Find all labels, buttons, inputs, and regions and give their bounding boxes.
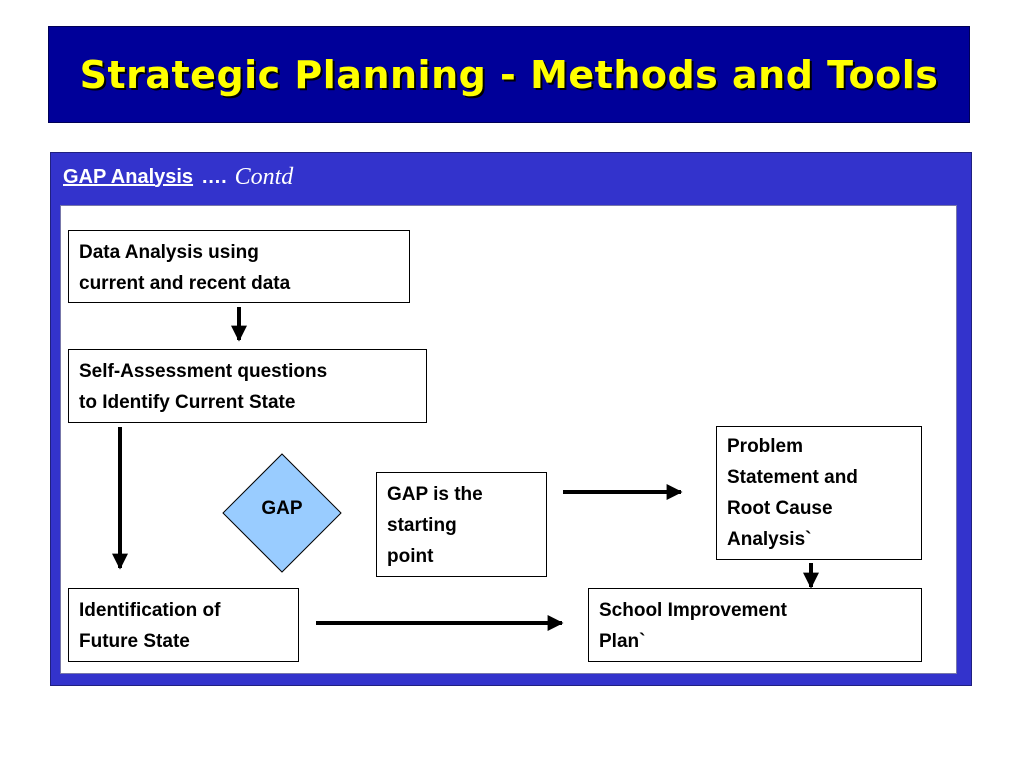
problem-statement-line-3: Root Cause [727, 498, 833, 519]
problem-statement-line-1: Problem [727, 436, 804, 457]
gap-start-line-1: GAP is the [387, 484, 483, 505]
gap-start-box [376, 472, 547, 577]
future-state-line-2: Future State [79, 631, 190, 652]
future-state-box [68, 588, 299, 662]
problem-statement-line-4: Analysis` [727, 529, 812, 550]
subtitle-ellipsis: …. [201, 165, 227, 188]
gap-start-line-3: point [387, 546, 434, 567]
school-plan-line-1: School Improvement [599, 600, 787, 621]
gap-analysis-link[interactable]: GAP Analysis [63, 165, 194, 188]
self-assessment-line-1: Self-Assessment questions [79, 361, 328, 382]
self-assessment-line-2: to Identify Current State [79, 392, 296, 413]
school-plan-box [588, 588, 922, 662]
school-plan-line-2: Plan` [599, 631, 646, 652]
data-analysis-line-2: current and recent data [79, 273, 291, 294]
problem-statement-line-2: Statement and [727, 467, 858, 488]
problem-statement-box [716, 426, 922, 560]
gap-diamond-label: GAP [261, 498, 303, 519]
title-bar [48, 26, 970, 123]
data-analysis-box [68, 230, 410, 303]
panel-subtitle [63, 157, 293, 197]
slide-title: Strategic Planning - Methods and Tools [79, 52, 939, 97]
subtitle-contd: Contd [234, 163, 294, 190]
data-analysis-line-1: Data Analysis using [79, 242, 259, 263]
gap-start-line-2: starting [387, 515, 457, 536]
future-state-line-1: Identification of [79, 600, 221, 621]
self-assessment-box [68, 349, 427, 423]
